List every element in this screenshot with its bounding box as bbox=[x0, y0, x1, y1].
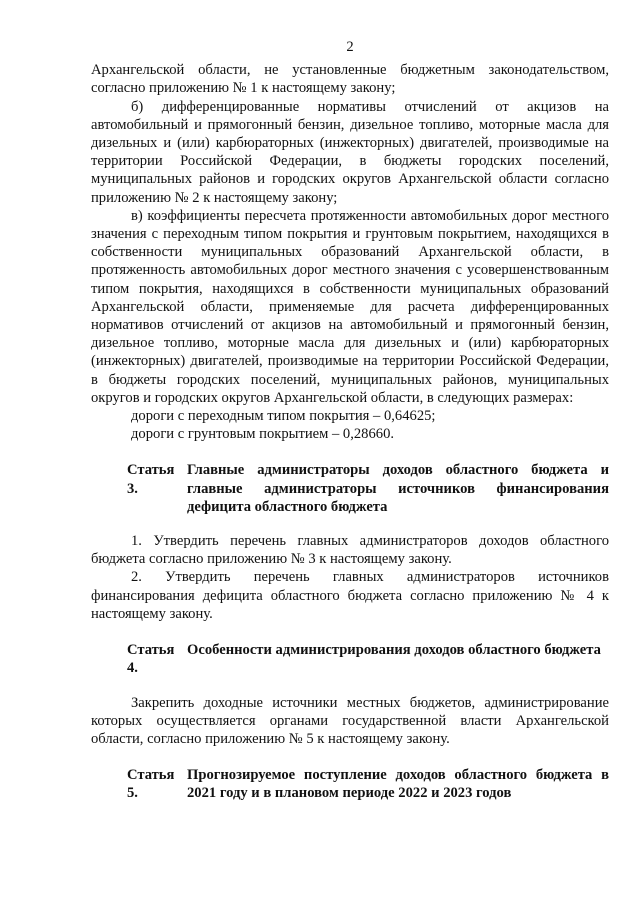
article-4-title: Особенности администрирования доходов областного бюджета bbox=[187, 642, 601, 659]
article-5-title: Прогнозируемое поступление доходов областного бюджета в 2021 году и в плановом периоде 2022 и 2023 годов bbox=[187, 767, 609, 802]
coefficient-transitional: дороги с переходным типом покрытия – 0,64625; bbox=[131, 408, 436, 425]
coefficient-ground: дороги с грунтовым покрытием – 0,28660. bbox=[131, 426, 395, 443]
paragraph-continuation: Архангельской области, не установленные бюджетным законодательством, согласно приложению № 1 к настоящему закону; bbox=[91, 62, 609, 97]
article-3-paragraph-2: 2. Утвердить перечень главных администраторов источников финансирования дефицита областного бюджета согласно приложению № 4 к настоящему закону. bbox=[91, 569, 609, 622]
article-3-title: Главные администраторы доходов областного бюджета и главные администраторы источников финансирования дефицита областного бюджета bbox=[187, 462, 609, 515]
article-5-number: Статья 5. bbox=[127, 767, 175, 802]
article-5-heading bbox=[91, 766, 609, 802]
article-4-heading bbox=[91, 641, 609, 677]
page-number: 2 bbox=[346, 39, 354, 55]
article-4-number: Статья 4. bbox=[127, 642, 175, 677]
article-3-paragraph-1: 1. Утвердить перечень главных администраторов доходов областного бюджета согласно приложению № 3 к настоящему закону. bbox=[91, 533, 609, 568]
article-4-paragraph-1: Закрепить доходные источники местных бюджетов, администрирование которых осуществляется органами государственной власти Архангельской области, согласно приложению № 5 к настоящему закону. bbox=[91, 694, 609, 747]
paragraph-item-v: в) коэффициенты пересчета протяженности автомобильных дорог местного значения с переходным типом покрытия и грунтовым покрытием, находящихся в собственности муниципальных образований Архангельской области, в протяженность автомобильных дорог местного значения с усовершенствованным типом покрытия, находящихся в собственности муниципальных образований Архангельской области, применяемые для расчета дифференцированных нормативов отчислений от акцизов на автомобильный и прямогонный бензин, дизельное топливо, моторные масла для дизельных и (или) карбюраторных (инжекторных) двигателей, производимые на территории Российской Федерации, в бюджеты городских поселений, муниципальных районов, муниципальных округов и городских округов Архангельской области, в следующих размерах: bbox=[91, 207, 609, 406]
article-3-number: Статья 3. bbox=[127, 462, 175, 497]
paragraph-item-b: б) дифференцированные нормативы отчислений от акцизов на автомобильный и прямогонный бензин, дизельное топливо, моторные масла для дизельных и (или) карбюраторных (инжекторных) двигателей, производимые на территории Российской Федерации, в бюджеты городских поселений, муниципальных районов и городских округов Архангельской области согласно приложению № 2 к настоящему закону; bbox=[91, 98, 609, 206]
article-3-heading bbox=[91, 461, 609, 516]
